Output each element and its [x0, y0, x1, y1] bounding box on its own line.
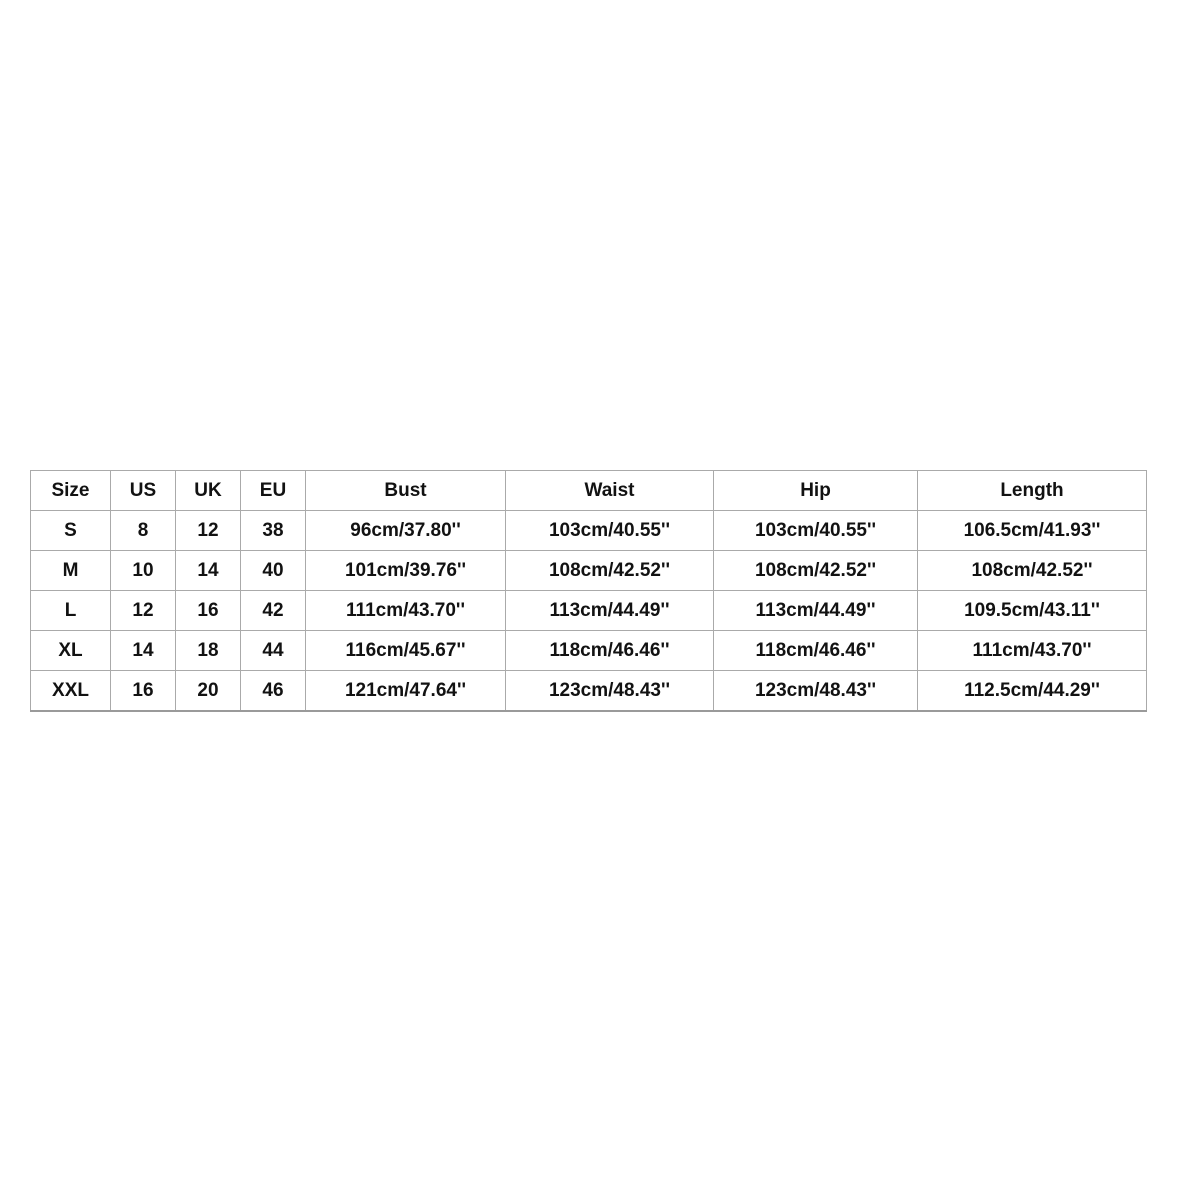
- cell-bust: 121cm/47.64'': [306, 671, 506, 712]
- cell-length: 112.5cm/44.29'': [918, 671, 1147, 712]
- cell-us: 14: [111, 631, 176, 671]
- header-cell-uk: UK: [176, 471, 241, 511]
- size-chart-table: [30, 470, 1147, 712]
- cell-hip: 118cm/46.46'': [714, 631, 918, 671]
- header-cell-bust: Bust: [306, 471, 506, 511]
- cell-bust: 101cm/39.76'': [306, 551, 506, 591]
- header-cell-eu: EU: [241, 471, 306, 511]
- cell-length: 111cm/43.70'': [918, 631, 1147, 671]
- cell-hip: 123cm/48.43'': [714, 671, 918, 712]
- cell-us: 12: [111, 591, 176, 631]
- cell-waist: 123cm/48.43'': [506, 671, 714, 712]
- cell-size: S: [31, 511, 111, 551]
- cell-eu: 38: [241, 511, 306, 551]
- cell-waist: 113cm/44.49'': [506, 591, 714, 631]
- cell-uk: 18: [176, 631, 241, 671]
- cell-us: 8: [111, 511, 176, 551]
- cell-waist: 118cm/46.46'': [506, 631, 714, 671]
- cell-length: 106.5cm/41.93'': [918, 511, 1147, 551]
- header-cell-hip: Hip: [714, 471, 918, 511]
- cell-length: 108cm/42.52'': [918, 551, 1147, 591]
- cell-uk: 20: [176, 671, 241, 712]
- cell-hip: 113cm/44.49'': [714, 591, 918, 631]
- table-row: [31, 551, 1147, 591]
- cell-waist: 108cm/42.52'': [506, 551, 714, 591]
- cell-eu: 46: [241, 671, 306, 712]
- table-row: [31, 511, 1147, 551]
- cell-hip: 103cm/40.55'': [714, 511, 918, 551]
- header-cell-us: US: [111, 471, 176, 511]
- cell-uk: 14: [176, 551, 241, 591]
- cell-hip: 108cm/42.52'': [714, 551, 918, 591]
- cell-waist: 103cm/40.55'': [506, 511, 714, 551]
- cell-bust: 96cm/37.80'': [306, 511, 506, 551]
- cell-size: M: [31, 551, 111, 591]
- cell-size: L: [31, 591, 111, 631]
- header-cell-waist: Waist: [506, 471, 714, 511]
- cell-uk: 16: [176, 591, 241, 631]
- cell-bust: 116cm/45.67'': [306, 631, 506, 671]
- cell-size: XXL: [31, 671, 111, 712]
- cell-eu: 40: [241, 551, 306, 591]
- header-cell-size: Size: [31, 471, 111, 511]
- cell-bust: 111cm/43.70'': [306, 591, 506, 631]
- cell-size: XL: [31, 631, 111, 671]
- cell-length: 109.5cm/43.11'': [918, 591, 1147, 631]
- table-row: [31, 591, 1147, 631]
- table-row: [31, 671, 1147, 712]
- table-row: [31, 631, 1147, 671]
- header-cell-length: Length: [918, 471, 1147, 511]
- cell-eu: 44: [241, 631, 306, 671]
- cell-uk: 12: [176, 511, 241, 551]
- size-chart-container: [30, 470, 1147, 712]
- cell-us: 16: [111, 671, 176, 712]
- header-row: [31, 471, 1147, 511]
- cell-us: 10: [111, 551, 176, 591]
- cell-eu: 42: [241, 591, 306, 631]
